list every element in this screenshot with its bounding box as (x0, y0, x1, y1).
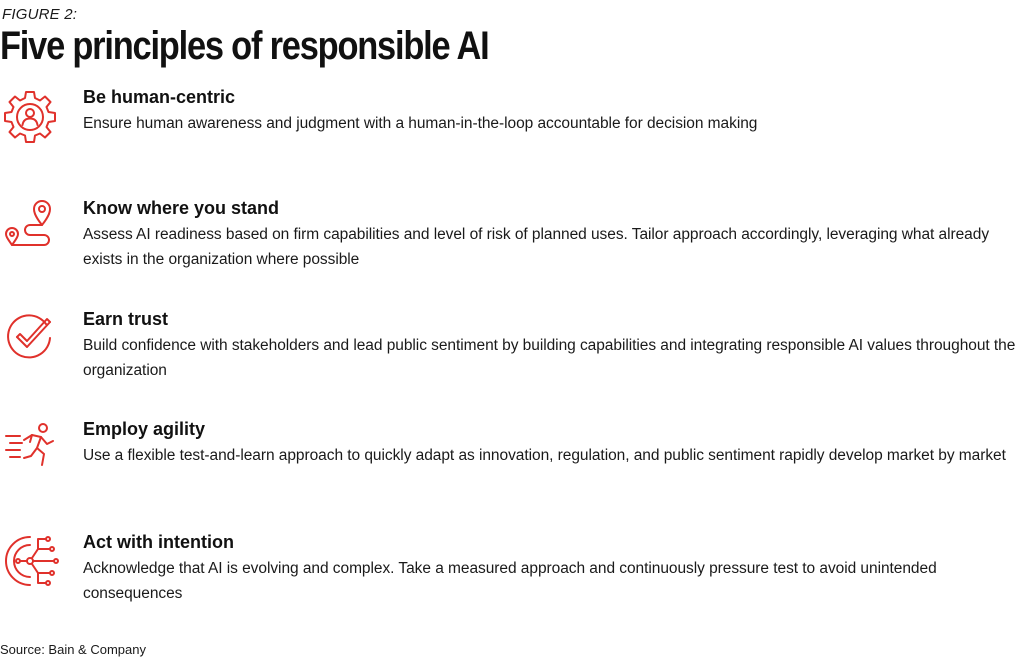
running-person-icon (0, 418, 60, 478)
check-circle-icon (0, 308, 60, 368)
location-path-icon (0, 197, 60, 257)
page-title: Five principles of responsible AI (0, 24, 489, 68)
principle-description: Assess AI readiness based on firm capabilities and level of risk of planned uses. Tailor approach accordingly, leveraging what already exists in the organization where possible (83, 226, 990, 268)
principle-description: Ensure human awareness and judgment with a human-in-the-loop accountable for decision making (83, 115, 758, 132)
principle-description: Acknowledge that AI is evolving and complex. Take a measured approach and continuously pressure test to avoid unintended consequences (83, 560, 937, 602)
circuit-head-icon (0, 531, 60, 591)
principle-description: Use a flexible test-and-learn approach to quickly adapt as innovation, regulation, and public sentiment rapidly develop market by market (83, 447, 1006, 464)
figure-label: FIGURE 2: (2, 6, 78, 23)
principle-heading: Be human-centric (83, 87, 236, 107)
principle-heading: Earn trust (83, 309, 169, 329)
principle-heading: Act with intention (83, 532, 234, 552)
principle-heading: Know where you stand (83, 198, 280, 218)
principle-heading: Employ agility (83, 419, 206, 439)
principle-description: Build confidence with stakeholders and lead public sentiment by building capabilities and integrating responsible AI values throughout the organization (83, 337, 1016, 379)
gear-person-icon (0, 86, 60, 146)
source-note: Source: Bain & Company (0, 642, 146, 657)
